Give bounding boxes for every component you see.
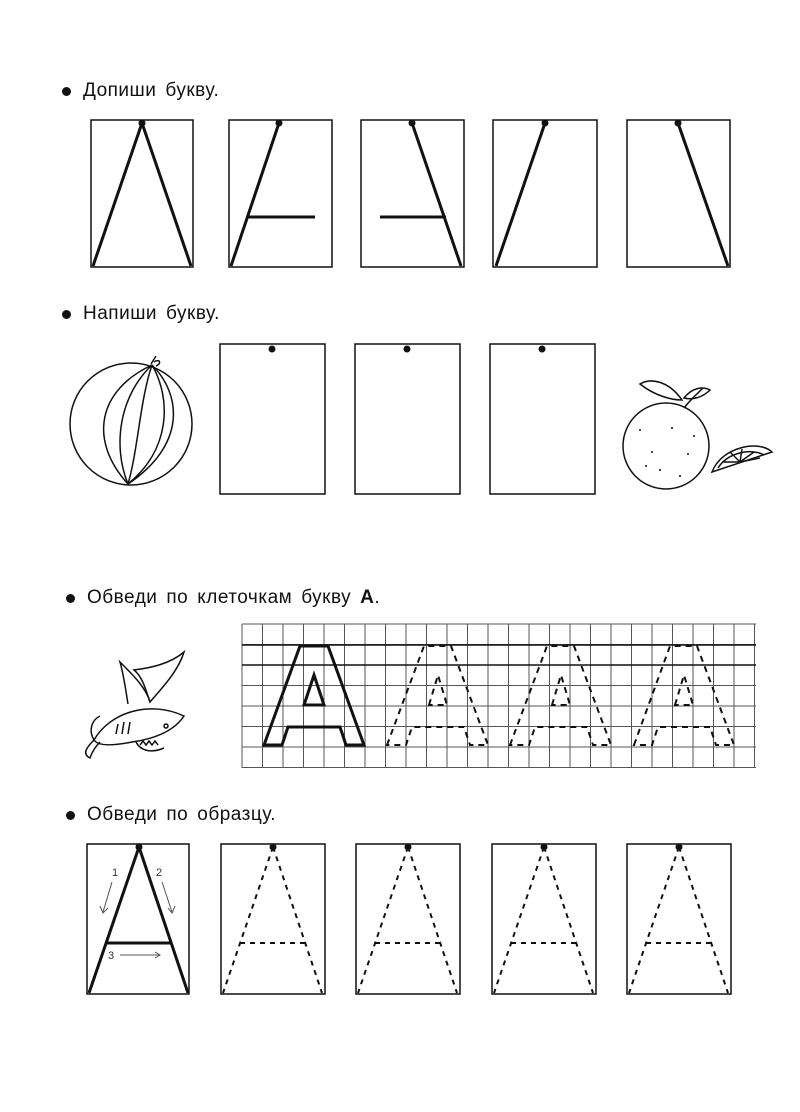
- grid-letter-dashed[interactable]: [510, 646, 611, 745]
- instruction-word: по: [166, 804, 189, 825]
- grid-letter-dashed[interactable]: [634, 646, 734, 745]
- sample-card[interactable]: [87, 844, 189, 995]
- instruction-word: клеточкам: [197, 587, 293, 608]
- stroke-number-1: 1: [112, 867, 119, 879]
- orange-icon: [623, 381, 710, 489]
- write-card[interactable]: [220, 344, 325, 494]
- instruction-end: .: [374, 587, 381, 608]
- trace-card[interactable]: [627, 844, 731, 995]
- instruction-word: букву.: [166, 303, 220, 324]
- grid-letters: [264, 646, 734, 745]
- letter-card-left-leg[interactable]: [493, 120, 597, 268]
- instruction-word: образцу.: [197, 804, 277, 825]
- stroke-number-2: 2: [156, 867, 163, 879]
- instruction-word: Напиши: [83, 303, 158, 324]
- instruction-word: букву.: [165, 80, 220, 101]
- trace-card[interactable]: [492, 844, 596, 995]
- instruction-word: букву: [301, 587, 352, 608]
- write-card[interactable]: [355, 344, 460, 494]
- target-letter: А: [360, 587, 375, 608]
- instruction-word: Обведи: [87, 804, 158, 825]
- letter-card-full[interactable]: [91, 120, 193, 268]
- trace-card[interactable]: [221, 844, 325, 995]
- instruction-word: Допиши: [83, 80, 157, 101]
- finish-letter-row: [91, 120, 730, 268]
- instruction-word: по: [166, 587, 189, 608]
- write-letter-row: [220, 344, 595, 494]
- shark-icon: [86, 652, 184, 758]
- letter-card-left-bar[interactable]: [229, 120, 332, 268]
- grid-letter-dashed[interactable]: [387, 646, 488, 745]
- letter-card-right-leg[interactable]: [627, 120, 730, 268]
- letter-card-right-bar[interactable]: [361, 120, 464, 268]
- instruction-word: Обведи: [87, 587, 158, 608]
- trace-sample-row: [87, 844, 731, 995]
- grid-letter-solid[interactable]: [264, 646, 364, 745]
- lemon-slice-icon: [712, 446, 772, 472]
- write-card[interactable]: [490, 344, 595, 494]
- watermelon-icon: [70, 356, 192, 485]
- trace-card[interactable]: [356, 844, 460, 995]
- stroke-number-3: 3: [108, 950, 115, 962]
